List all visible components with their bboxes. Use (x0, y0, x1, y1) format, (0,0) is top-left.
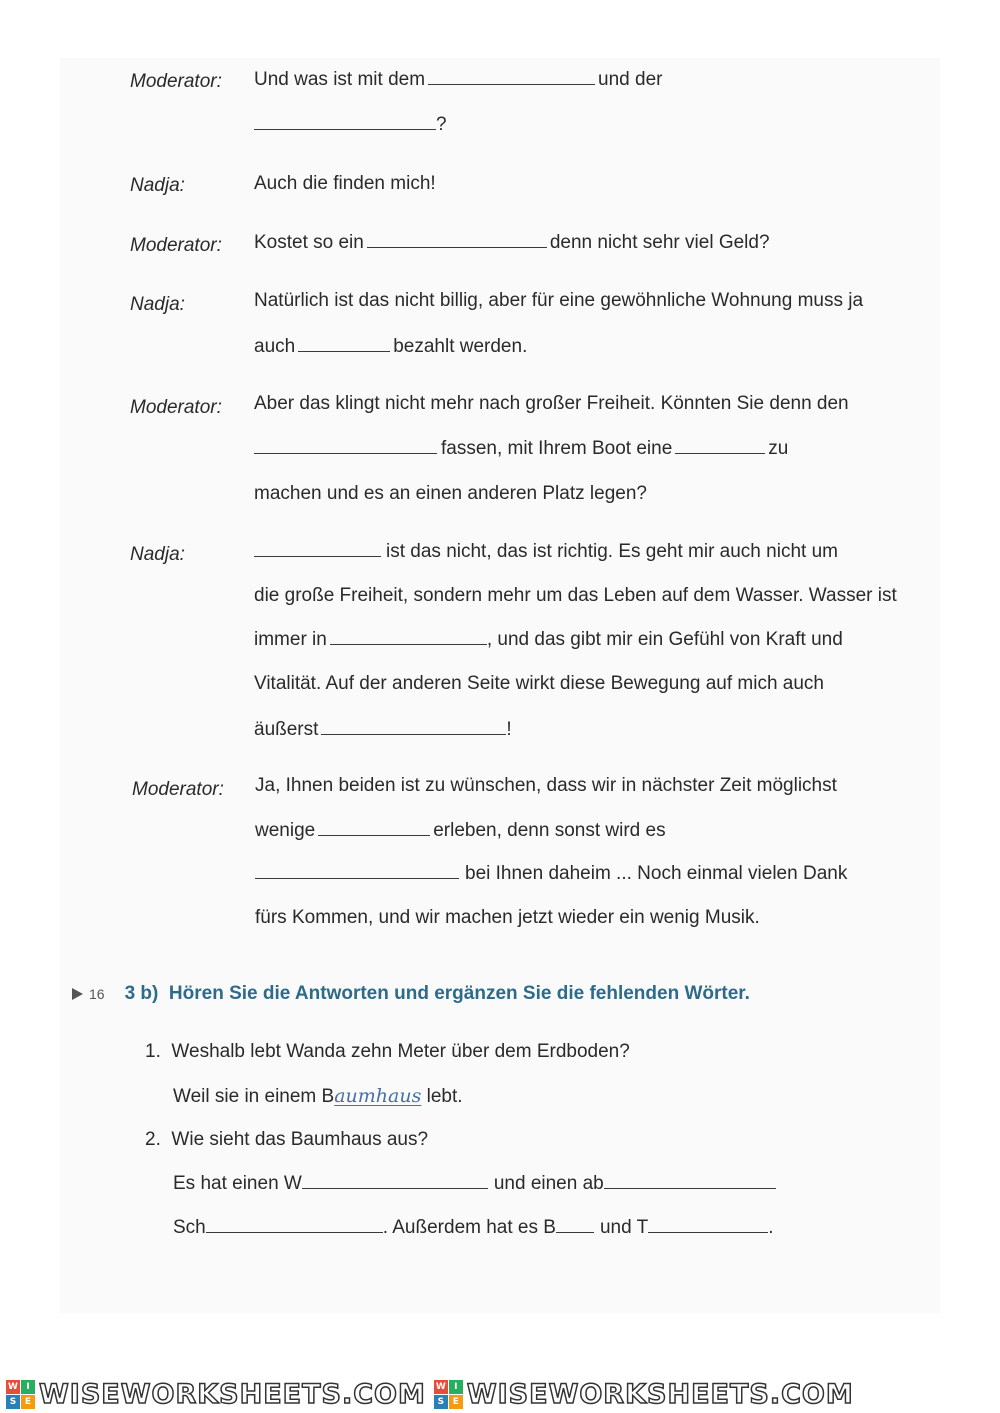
speaker-nadja: Nadja: (130, 294, 185, 315)
dialogue-line (254, 540, 838, 564)
line-text: bezahlt werden. (393, 336, 528, 357)
answer-1 (173, 1084, 463, 1109)
logo-icon: W I S E (434, 1380, 463, 1409)
answer-text: und T (599, 1217, 649, 1238)
task-header (72, 982, 750, 1006)
brand-text: WISEWORKSHEETS.COM (466, 1379, 854, 1410)
task-title: Hören Sie die Antworten und ergänzen Sie die fehlenden Wörter. (168, 983, 750, 1004)
blank-field[interactable] (302, 1174, 488, 1189)
blank-field[interactable] (604, 1174, 776, 1189)
logo-icon: W I S E (6, 1380, 35, 1409)
line-text: ! (506, 719, 512, 740)
line-text: wenige (255, 820, 316, 841)
dialogue-line: Natürlich ist das nicht billig, aber für eine gewöhnliche Wohnung muss ja (254, 290, 864, 311)
answer-text: . (768, 1217, 774, 1238)
line-text: bei Ihnen daheim ... Noch einmal vielen Dank (465, 863, 848, 884)
question-number: 1. (145, 1041, 161, 1062)
dialogue-line: Vitalität. Auf der anderen Seite wirkt diese Bewegung auf mich auch (254, 673, 824, 694)
dialogue-line: Aber das klingt nicht mehr nach großer Freiheit. Könnten Sie denn den (254, 393, 849, 414)
dialogue-line (254, 68, 663, 92)
dialogue-line: fürs Kommen, und wir machen jetzt wieder ein wenig Musik. (255, 907, 760, 928)
dialogue-line: machen und es an einen anderen Platz legen? (254, 483, 647, 504)
handwritten-answer[interactable]: aumhaus (334, 1085, 422, 1107)
brand-logo (6, 1379, 426, 1410)
blank-field[interactable] (648, 1218, 768, 1233)
answer-text: lebt. (426, 1086, 463, 1107)
line-text: und der (598, 69, 663, 90)
blank-field[interactable] (556, 1218, 594, 1233)
answer-text: Sch (173, 1217, 206, 1238)
question-2 (145, 1128, 428, 1152)
line-text: Und was ist mit dem (254, 69, 426, 90)
footer-watermark (0, 1376, 1000, 1413)
blank-field[interactable] (254, 439, 437, 454)
dialogue-line: Auch die finden mich! (254, 173, 436, 194)
blank-field[interactable] (298, 337, 390, 352)
answer-text: Es hat einen W (173, 1173, 302, 1194)
blank-field[interactable] (321, 720, 506, 735)
speaker-moderator: Moderator: (132, 779, 224, 800)
question-text: Wie sieht das Baumhaus aus? (171, 1129, 429, 1150)
blank-field[interactable] (206, 1218, 383, 1233)
play-icon[interactable] (72, 988, 83, 1000)
question-number: 2. (145, 1129, 161, 1150)
blank-field[interactable] (254, 115, 436, 130)
question-1 (145, 1040, 630, 1064)
question-text: Weshalb lebt Wanda zehn Meter über dem Erdboden? (171, 1041, 630, 1062)
answer-2 (173, 1172, 776, 1196)
speaker-nadja: Nadja: (130, 175, 185, 196)
dialogue-line (255, 819, 666, 843)
dialogue-line: Ja, Ihnen beiden ist zu wünschen, dass wir in nächster Zeit möglichst (255, 775, 837, 796)
answer-text: und einen ab (493, 1173, 604, 1194)
line-text: erleben, denn sonst wird es (433, 820, 666, 841)
blank-field[interactable] (318, 821, 430, 836)
track-number: 16 (89, 986, 105, 1002)
speaker-moderator: Moderator: (130, 397, 222, 418)
speaker-moderator: Moderator: (130, 71, 222, 92)
dialogue-line (254, 335, 527, 359)
blank-field[interactable] (254, 542, 381, 557)
brand-logo (434, 1379, 854, 1410)
answer-text: . Außerdem hat es B (382, 1217, 556, 1238)
brand-text: WISEWORKSHEETS.COM (39, 1379, 426, 1410)
blank-field[interactable] (255, 864, 459, 879)
line-text: ist das nicht, das ist richtig. Es geht mir auch nicht um (386, 541, 838, 562)
answer-text: Weil sie in einem B (173, 1086, 335, 1107)
dialogue-line (254, 628, 843, 652)
blank-field[interactable] (367, 233, 547, 248)
speaker-nadja: Nadja: (130, 544, 185, 565)
speaker-moderator: Moderator: (130, 235, 222, 256)
line-text: auch (254, 336, 296, 357)
line-text: fassen, mit Ihrem Boot eine (441, 438, 673, 459)
blank-field[interactable] (330, 630, 487, 645)
dialogue-line (255, 862, 847, 886)
line-text: äußerst (254, 719, 319, 740)
dialogue-line: die große Freiheit, sondern mehr um das Leben auf dem Wasser. Wasser ist (254, 585, 897, 606)
line-text: denn nicht sehr viel Geld? (549, 232, 770, 253)
line-text: immer in (254, 629, 327, 650)
task-label: 3 b) (124, 983, 159, 1004)
answer-3 (173, 1216, 773, 1240)
line-text: ? (436, 114, 447, 135)
blank-field[interactable] (675, 439, 765, 454)
dialogue-line (254, 113, 447, 137)
dialogue-line (254, 718, 512, 742)
line-text: Kostet so ein (254, 232, 364, 253)
dialogue-line (254, 231, 770, 255)
blank-field[interactable] (428, 70, 595, 85)
line-text: zu (768, 438, 789, 459)
line-text: , und das gibt mir ein Gefühl von Kraft und (486, 629, 843, 650)
dialogue-line (254, 437, 788, 461)
